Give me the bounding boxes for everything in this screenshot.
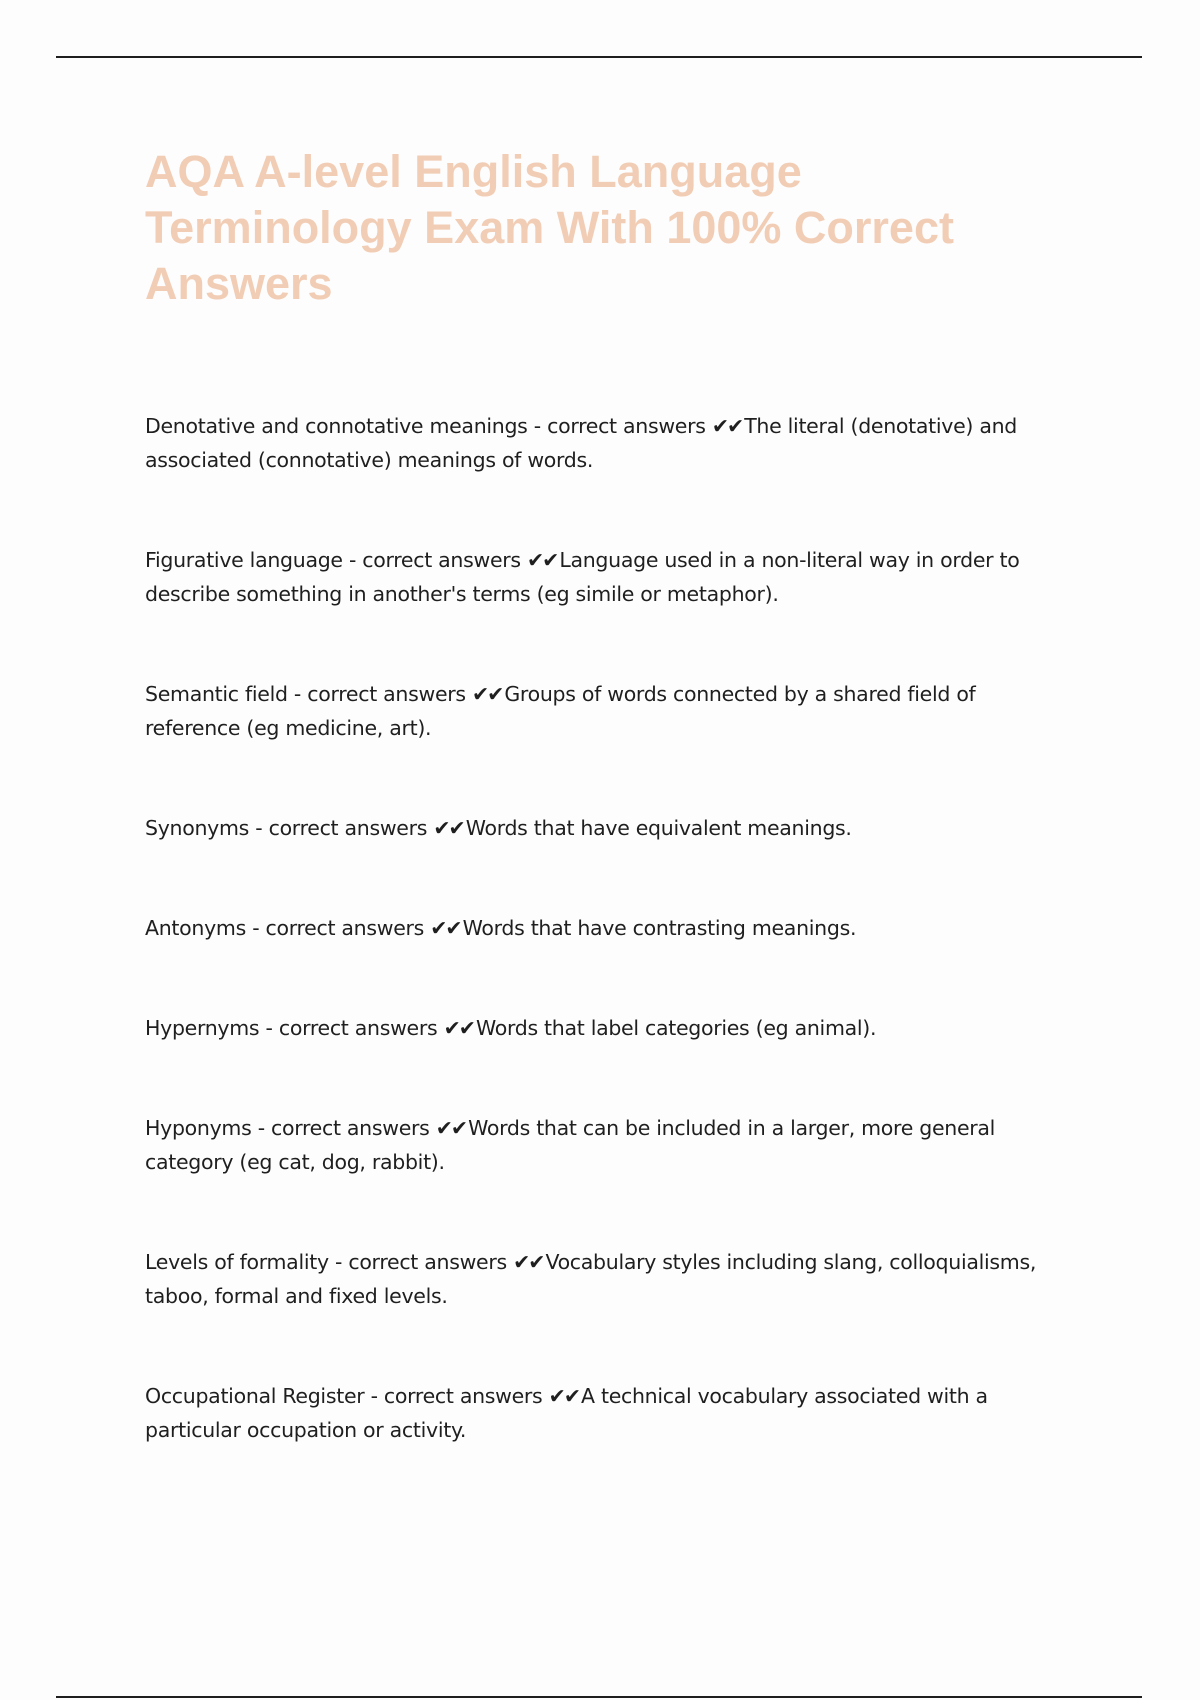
check-mark-icon: ✔✔ [433,816,464,840]
answer-separator: - correct answers [364,1384,549,1408]
term-entry [145,543,1075,611]
term-entry [145,677,1075,745]
definition: Words that label categories (eg animal). [475,1016,877,1040]
top-rule [56,56,1142,58]
document-title: AQA A-level English Language Terminology Exam With 100% Correct Answers [145,146,954,309]
definition: A technical vocabulary associated with a particular occupation or activity. [145,1384,988,1442]
answer-separator: - correct answers [259,1016,444,1040]
bottom-rule [56,1696,1142,1698]
term-entry [145,1011,1075,1045]
term-list [145,409,1075,1447]
definition: Words that have equivalent meanings. [465,816,852,840]
answer-separator: - correct answers [328,1250,514,1274]
definition: Groups of words connected by a shared field of reference (eg medicine, art). [145,682,976,740]
term: Antonyms [145,916,246,940]
term: Hyponyms [145,1116,252,1140]
definition: Words that have contrasting meanings. [462,916,857,940]
check-mark-icon: ✔✔ [430,916,461,940]
term: Occupational Register [145,1384,365,1408]
term-entry [145,1111,1075,1179]
term: Denotative and connotative meanings [145,414,528,438]
check-mark-icon: ✔✔ [548,1384,580,1408]
check-mark-icon: ✔✔ [471,682,503,706]
term: Hypernyms [145,1016,260,1040]
answer-separator: - correct answers [245,916,431,940]
answer-separator: - correct answers [342,548,527,572]
answer-separator: - correct answers [287,682,472,706]
definition: Language used in a non-literal way in order to describe something in another's terms (eg simile or metaphor). [145,548,1020,606]
term-entry [145,1379,1075,1447]
term: Levels of formality [145,1250,329,1274]
answer-separator: - correct answers [527,414,712,438]
check-mark-icon: ✔✔ [711,414,743,438]
term-entry [145,409,1075,477]
answer-separator: - correct answers [251,1116,436,1140]
definition: Words that can be included in a larger, more general category (eg cat, dog, rabbit). [145,1116,996,1174]
term-entry [145,911,1075,945]
term-entry [145,811,1075,845]
check-mark-icon: ✔✔ [443,1016,474,1040]
check-mark-icon: ✔✔ [435,1116,467,1140]
answer-separator: - correct answers [249,816,434,840]
definition: The literal (denotative) and associated (connotative) meanings of words. [145,414,1018,472]
definition: Vocabulary styles including slang, colloquialisms, taboo, formal and fixed levels. [145,1250,1037,1308]
check-mark-icon: ✔✔ [513,1250,544,1274]
term: Semantic field [145,682,288,706]
term: Synonyms [145,816,250,840]
check-mark-icon: ✔✔ [527,548,558,572]
term: Figurative language [145,548,343,572]
term-entry [145,1245,1075,1313]
